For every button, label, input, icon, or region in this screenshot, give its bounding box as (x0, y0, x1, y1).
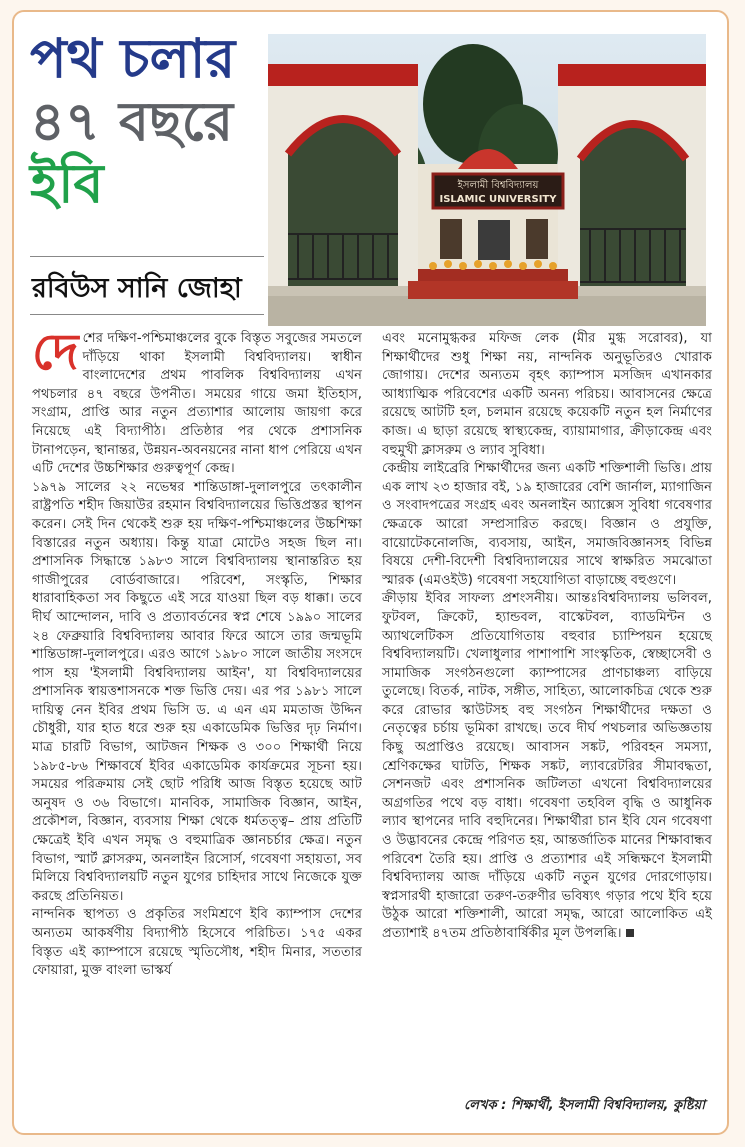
author-credit: লেখক : শিক্ষার্থী, ইসলামী বিশ্ববিদ্যালয়, কুষ্টিয়া (464, 1098, 705, 1113)
drop-cap: দে (32, 322, 79, 381)
byline: রবিউস সানি জোহা (32, 273, 242, 304)
divider-bottom (30, 314, 264, 315)
headline (30, 26, 270, 216)
paragraph: এবং মনোমুগ্ধকর মফিজ লেক (মীর মুগ্ধ সরোবর), যা শিক্ষার্থীদের শুধু শিক্ষা নয়, নান্দনিক অনুভূতিরও খোরাক জোগায়। দেশের অন্যতম বৃহৎ ক্যাম্পাস মসজিদ এখানকার আধ্যাত্মিক পরিবেশের একটি অনন্য পরিচয়। আবাসনের ক্ষেত্রে রয়েছে আটটি হল, চলমান রয়েছে কয়েকটি নতুন হল নির্মাণের কাজ। এ ছাড়া রয়েছে স্বাস্থ্যকেন্দ্র, ব্যায়ামাগার, ক্রীড়াকেন্দ্র এবং বহুমুখী ক্লাসরুম ও ল্যাব সুবিধা। (382, 331, 712, 458)
paragraph: নান্দনিক স্থাপত্য ও প্রকৃতির সংমিশ্রণে ইবি ক্যাম্পাস দেশের অন্যতম আকর্ষণীয় বিদ্যাপীঠ হিসেবে পরিচিত। ১৭৫ একর বিস্তৃত এই ক্যাম্পাসে রয়েছে স্মৃতিসৌধ, শহীদ মিনার, সততার ফোয়ারা, মুক্ত বাংলা ভাস্কর্য (32, 907, 362, 979)
paragraph: ১৯৭৯ সালের ২২ নভেম্বর শান্তিডাঙ্গা-দুলালপুরে তৎকালীন রাষ্ট্রপতি শহীদ জিয়াউর রহমান বিশ্ববিদ্যালয়ের ভিত্তিপ্রস্তর স্থাপন করেন। সেই দিন থেকেই শুরু হয় দক্ষিণ-পশ্চিমাঞ্চলের উচ্চশিক্ষা বিস্তারের নতুন অধ্যায়। কিন্তু যাত্রা মোটেও সহজ ছিল না। প্রশাসনিক সিদ্ধান্তে ১৯৮৩ সালে বিশ্ববিদ্যালয় স্থানান্তরিত হয় গাজীপুরের বোর্ডবাজারে। পরিবেশ, সংস্কৃতি, শিক্ষার ধারাবাহিকতা সব কিছুতে এই সরে যাওয়া ছিল বড় ধাক্কা। তবে দীর্ঘ আন্দোলন, দাবি ও প্রত্যাবর্তনের স্বপ্ন শেষে ১৯৯০ সালের ২৪ ফেব্রুয়ারি বিশ্ববিদ্যালয় আবার ফিরে আসে তার জন্মভূমি শান্তিডাঙ্গা-দুলালপুরে। এরও আগে ১৯৮০ সালে জাতীয় সংসদে পাস হয় 'ইসলামী বিশ্ববিদ্যালয় আইন', যা বিশ্ববিদ্যালয়ের প্রশাসনিক স্বায়ত্তশাসনকে শক্ত ভিত্তি দেয়। এর পর ১৯৮১ সালে দায়িত্ব নেন ইবির প্রথম ভিসি ড. এ এন এম মমতাজ উদ্দিন চৌধুরী, যার হাত ধরে শুরু হয় একাডেমিক ভিত্তির দৃঢ় নির্মাণ। মাত্র চারটি বিভাগ, আটজন শিক্ষক ও ৩০০ শিক্ষার্থী নিয়ে ১৯৮৫-৮৬ শিক্ষাবর্ষে ইবির একাডেমিক কার্যক্রমের সূচনা হয়। সময়ের পরিক্রমায় সেই ছোট পরিধি আজ বিস্তৃত হয়েছে আট অনুষদ ও ৩৬ বিভাগে। মানবিক, সামাজিক বিজ্ঞান, আইন, প্রকৌশল, বিজ্ঞান, ব্যবসায় শিক্ষা থেকে ধর্মতত্ত্ব– প্রায় প্রতিটি ক্ষেত্রেই ইবি এখন সমৃদ্ধ ও বহুমাত্রিক জ্ঞানচর্চার ক্ষেত্র। নতুন বিভাগ, স্মার্ট ক্লাসরুম, অনলাইন রিসোর্স, গবেষণা সহায়তা, সব মিলিয়ে বিশ্ববিদ্যালয়টি নতুন যুগের চাহিদার সাথে নিজেকে যুক্ত করছে প্রতিনিয়ত। (32, 479, 362, 904)
campus-gate-photo (268, 34, 706, 326)
gate-sign-en: ISLAMIC UNIVERSITY (439, 194, 557, 205)
headline-line-1: পথ চলার (30, 26, 236, 90)
headline-line-3: ইবি (30, 151, 104, 216)
paragraph-text: শের দক্ষিণ-পশ্চিমাঞ্চলের বুকে বিস্তৃত সবুজের সমতলে দাঁড়িয়ে থাকা ইসলামী বিশ্ববিদ্যালয়। স্বাধীন বাংলাদেশের প্রথম পাবলিক বিশ্ববিদ্যালয় এখন পথচলার ৪৭ বছরে উপনীত। সময়ের গায়ে জমা ইতিহাস, সংগ্রাম, প্রাপ্তি আর নতুন প্রত্যাশার আলোয় জায়গা করে নিয়েছে এই বিদ্যাপীঠ। প্রতিষ্ঠার পর থেকে প্রশাসনিক টানাপড়েন, স্থানান্তর, উন্নয়ন-অবনয়নের নানা ধাপ পেরিয়ে এখন এটি দেশের উচ্চশিক্ষার গুরুত্বপূর্ণ কেন্দ্র। (32, 331, 362, 477)
paragraph-text: ক্রীড়ায় ইবির সাফল্য প্রশংসনীয়। আন্তঃবিশ্ববিদ্যালয় ভলিবল, ফুটবল, ক্রিকেট, হ্যান্ডবল, বাস্কেটবল, ব্যাডমিন্টন ও অ্যাথলেটিকস প্রতিযোগিতায় বহুবার চ্যাম্পিয়ন হয়েছে বিশ্ববিদ্যালয়টি। খেলাধুলার পাশাপাশি সাংস্কৃতিক, স্বেচ্ছাসেবী ও সামাজিক সংগঠনগুলো ক্যাম্পাসের প্রাণচাঞ্চল্য বাড়িয়ে তুলেছে। বিতর্ক, নাটক, সঙ্গীত, সাহিত্য, আলোকচিত্র থেকে শুরু করে রোভার স্কাউটসহ বহু সংগঠন শিক্ষার্থীদের দক্ষতা ও নেতৃত্বের চর্চায় ভূমিকা রাখছে। তবে দীর্ঘ পথচলার অভিজ্ঞতায় কিছু অপ্রাপ্তিও রয়েছে। আবাসন সঙ্কট, পরিবহন সমস্যা, শ্রেণিকক্ষের ঘাটতি, শিক্ষক সঙ্কট, ল্যাবরেটরির সীমাবদ্ধতা, সেশনজট এবং প্রশাসনিক জটিলতা এখনো বিশ্ববিদ্যালয়ের অগ্রগতির পথে বড় বাধা। গবেষণা তহবিল বৃদ্ধি ও আধুনিক ল্যাব স্থাপনের দাবি বহুদিনের। শিক্ষার্থীরা চান ইবি যেন গবেষণা ও উদ্ভাবনের কেন্দ্রে পরিণত হয়, আন্তর্জাতিক মানের শিক্ষাবান্ধব পরিবেশ তৈরি হয়। প্রাপ্তি ও প্রত্যাশার এই সন্ধিক্ষণে ইসলামী বিশ্ববিদ্যালয় আজ দাঁড়িয়ে একটি নতুন যুগের দোরগোড়ায়। স্বপ্নসারথী হাজারো তরুণ-তরুণীর ভবিষ্যৎ গড়ার পথে ইবি হয়ে উঠুক আরো শক্তিশালী, আরো সমৃদ্ধ, আরো আলোকিত এই প্রত্যাশাই ৪৭তম প্রতিষ্ঠাবার্ষিকীর মূল উপলব্ধি। (382, 591, 712, 941)
divider-top (30, 256, 264, 257)
paragraph (32, 322, 362, 479)
gate-sign-bn: ইসলামী বিশ্ববিদ্যালয় (457, 180, 539, 191)
column-2 (382, 330, 712, 1120)
article-frame (12, 10, 729, 1135)
article-body (32, 322, 712, 1120)
paragraph-last (382, 590, 712, 943)
end-mark-icon (626, 929, 634, 937)
column-1 (32, 322, 362, 1120)
paragraph: কেন্দ্রীয় লাইব্রেরি শিক্ষার্থীদের জন্য একটি শক্তিশালী ভিত্তি। প্রায় এক লাখ ২৩ হাজার বই, ১৯ হাজারের বেশি জার্নাল, ম্যাগাজিন ও সংবাদপত্রের সংগ্রহ এবং অনলাইন অ্যাক্সেস সুবিধা গবেষণার ক্ষেত্রকে আরো সম্প্রসারিত করছে। বিজ্ঞান ও প্রযুক্তি, বায়োটেকনোলজি, ব্যবসায়, আইন, সমাজবিজ্ঞানসহ বিভিন্ন বিষয়ে দেশী-বিদেশী বিশ্ববিদ্যালয়ের সাথে স্বাক্ষরিত সমঝোতা স্মারক (এমওইউ) গবেষণা সহযোগিতা বাড়াচ্ছে বহুগুণে। (382, 461, 712, 588)
gate-illustration (268, 34, 706, 326)
headline-line-2: ৪৭ বছরে (30, 88, 234, 153)
